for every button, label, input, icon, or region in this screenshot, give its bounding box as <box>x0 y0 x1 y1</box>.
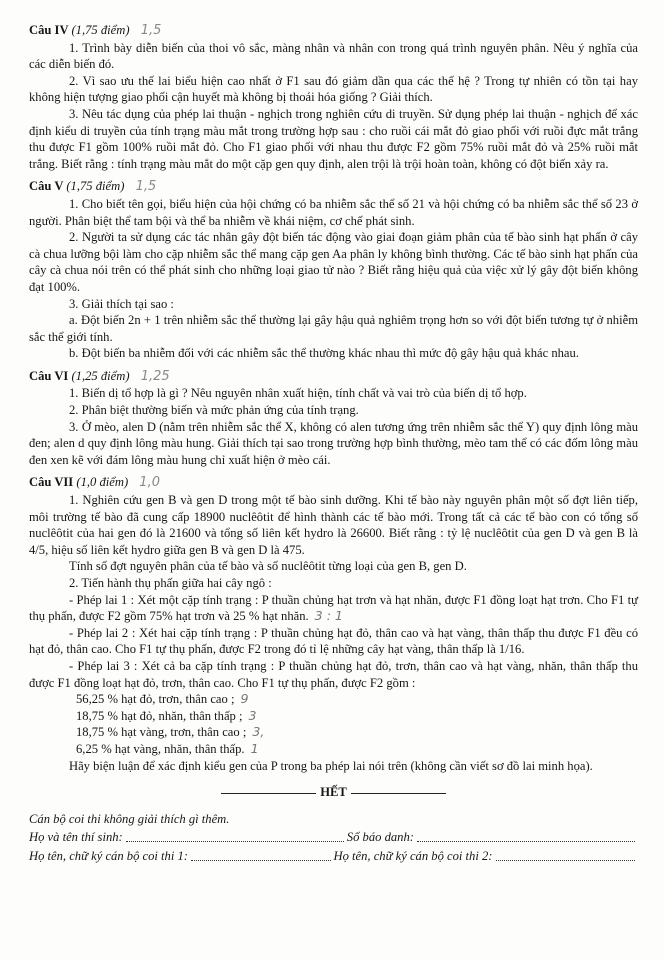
handwritten-ratio: 1 <box>250 740 259 756</box>
result-row <box>29 691 638 708</box>
exam-page <box>29 19 638 865</box>
q5-part-1: 1. Cho biết tên gọi, biểu hiện của hội chứng có ba nhiễm sắc thể số 21 và hội chứng có ba nhiễm sắc thể số 23 ở người. Phân biệt thể tam bội và thể ba nhiễm về khái niệm, cơ chế phát sinh. <box>29 196 638 228</box>
q6-part-3: 3. Ở mèo, alen D (nằm trên nhiễm sắc thể X, không có alen tương ứng trên nhiễm sắc thể Y) quy định lông màu đen; alen d quy định lông màu hung. Giải thích tại sao trong trường hợp bình thường, mèo tam thể có các đốm lông màu đen xen kẽ với đám lông màu hung chỉ xuất hiện ở mèo cái. <box>29 419 638 467</box>
q5-part-3a: a. Đột biến 2n + 1 trên nhiễm sắc thể thường lại gây hậu quả nghiêm trọng hơn so với đột biến tương tự ở nhiễm sắc thể giới tính. <box>29 313 638 344</box>
candidate-info-row <box>29 829 638 846</box>
q6-part-2: 2. Phân biệt thường biến và mức phản ứng của tính trạng. <box>69 403 359 418</box>
result-text: 18,75 % hạt đỏ, nhăn, thân thấp ; <box>76 708 243 723</box>
q4-part-3: 3. Nêu tác dụng của phép lai thuận - nghịch trong nghiên cứu di truyền. Sử dụng phép lai thuận - nghịch để xác định kiểu di truyền của tính trạng màu mắt trong trường hợp sau : cho ruồi cái mắt đỏ giao phối với ruồi đực mắt trắng thu được F1 gồm 100% ruồi mắt đỏ. Cho F1 giao phối với nhau thu được F2 gồm 75% ruồi mắt đỏ và 25% ruồi mắt trắng. Biết rằng : tính trạng màu mắt do một cặp gen quy định, alen trội là trội hoàn toàn, không có đột biến xảy ra. <box>29 106 638 171</box>
cross-1 <box>29 592 638 625</box>
points-label: (1,75 điểm) <box>66 179 125 194</box>
points-label: (1,0 điểm) <box>76 475 129 490</box>
handwritten-score: 1,5 <box>135 179 157 195</box>
proctor-signature-row <box>29 848 638 865</box>
question-label: Câu V <box>29 179 64 194</box>
divider <box>351 793 446 794</box>
q6-part-1: 1. Biến dị tổ hợp là gì ? Nêu nguyên nhân xuất hiện, tính chất và vai trò của biến dị tổ hợp. <box>69 386 527 401</box>
cross-1-text: - Phép lai 1 : Xét một cặp tính trạng : P thuần chủng hạt trơn và hạt nhăn, được F1 đồng loạt hạt trơn. Cho F1 tự thụ phấn, được F2 gồm 75% hạt trơn và 25 % hạt nhăn. <box>29 592 638 624</box>
q5-part-3b: b. Đột biến ba nhiễm đối với các nhiễm sắc thể thường khác nhau thì mức độ gây hậu quả khác nhau. <box>69 346 579 361</box>
question-label: Câu IV <box>29 23 69 37</box>
proctor-1-field <box>191 848 331 861</box>
divider <box>221 793 316 794</box>
question-vii-title <box>29 474 638 492</box>
candidate-number-label: Số báo danh: <box>346 830 414 845</box>
result-row <box>29 741 638 758</box>
result-text: 6,25 % hạt vàng, nhăn, thân thấp. <box>76 741 245 756</box>
handwritten-score: 1,25 <box>140 368 170 384</box>
proctor-2-label: Họ tên, chữ ký cán bộ coi thi 2: <box>333 848 493 863</box>
question-label: Câu VII <box>29 475 74 490</box>
q7-final: Hãy biện luận để xác định kiểu gen của P trong ba phép lai nói trên (không cần viết sơ đồ lai minh họa). <box>69 758 593 773</box>
handwritten-ratio: 3, <box>252 724 265 740</box>
handwritten-score: 1,0 <box>139 475 160 491</box>
result-text: 56,25 % hạt đỏ, trơn, thân cao ; <box>76 692 235 707</box>
result-row <box>29 708 638 725</box>
question-v-title <box>29 178 638 196</box>
question-vi-title <box>29 368 638 386</box>
q5-part-3: 3. Giải thích tại sao : <box>69 296 174 311</box>
q7-part-1b: Tính số đợt nguyên phân của tế bào và số nuclêôtit từng loại của gen B, gen D. <box>69 559 467 574</box>
points-label: (1,75 điểm) <box>71 23 130 37</box>
handwritten-score: 1,5 <box>140 23 162 38</box>
result-row <box>29 724 638 741</box>
end-marker <box>29 784 638 801</box>
proctor-note: Cán bộ coi thi không giải thích gì thêm. <box>29 811 230 826</box>
cross-2: - Phép lai 2 : Xét hai cặp tính trạng : P thuần chủng hạt đỏ, thân cao và hạt vàng, thân thấp thu được F1 đều có hạt đỏ, thân cao. Cho F1 tự thụ phấn, được F2 trong đó tỉ lệ những cây hạt vàng, thân thấp là 1/16. <box>29 625 638 657</box>
q7-part-2: 2. Tiến hành thụ phấn giữa hai cây ngô : <box>69 576 272 590</box>
end-text: HẾT <box>320 785 347 800</box>
handwritten-ratio: 3 <box>248 707 257 723</box>
proctor-2-field <box>496 848 636 861</box>
candidate-name-field <box>126 829 344 842</box>
handwritten-ratio: 3 : 1 <box>314 608 343 624</box>
candidate-number-field <box>417 829 635 842</box>
question-label: Câu VI <box>29 368 69 383</box>
cross-3: - Phép lai 3 : Xét cả ba cặp tính trạng : P thuần chủng hạt đỏ, trơn, thân cao và hạt vàng, nhăn, thân thấp thu được F1 đồng loạt hạt đỏ, trơn, thân cao. Cho F1 tự thụ phấn, được F2 gồm : <box>29 658 638 690</box>
proctor-1-label: Họ tên, chữ ký cán bộ coi thi 1: <box>29 848 188 863</box>
q7-part-1: 1. Nghiên cứu gen B và gen D trong một tế bào sinh dưỡng. Khi tế bào này nguyên phân một số đợt liên tiếp, môi trường tế bào đã cung cấp 18900 nuclêôtit để hình thành các tế bào mới. Trong tất cả các tế bào con có tổng số nuclêôtit của hai gen đó là 21600 và tổng số liên kết hydro là 26600. Biết rằng : tỷ lệ nuclêôtit của gen D và gen B là 4/5, hiệu số liên kết hydro giữa gen B và gen D là 475. <box>29 493 638 557</box>
handwritten-ratio: 9 <box>240 691 249 707</box>
candidate-name-label: Họ và tên thí sinh: <box>29 830 123 845</box>
result-text: 18,75 % hạt vàng, trơn, thân cao ; <box>76 725 247 740</box>
q4-part-2: 2. Vì sao ưu thế lai biểu hiện cao nhất ở F1 sau đó giảm dần qua các thế hệ ? Trong tự nhiên có tồn tại hay không hiện tượng giao phối cận huyết mà không bị thoái hóa giống ? Giải thích. <box>29 73 638 105</box>
q4-part-1: 1. Trình bày diễn biến của thoi vô sắc, màng nhân và nhân con trong quá trình nguyên phân. Nêu ý nghĩa của các diễn biến đó. <box>29 40 638 72</box>
question-iv-title <box>29 22 638 40</box>
q5-part-2: 2. Người ta sử dụng các tác nhân gây đột biến tác động vào giai đoạn giảm phân của tế bào sinh hạt phấn ở cây cà chua lưỡng bội làm cho cặp nhiễm sắc thể mang cặp gen Aa phân ly không bình thường. Các tế bào sinh hạt phấn của cây cà chua nói trên có thể phát sinh cho những loại giao tử nào ? Biết rằng hiệu quả của việc xử lý gây đột biến không đạt 100%. <box>29 230 638 294</box>
points-label: (1,25 điểm) <box>71 368 130 383</box>
